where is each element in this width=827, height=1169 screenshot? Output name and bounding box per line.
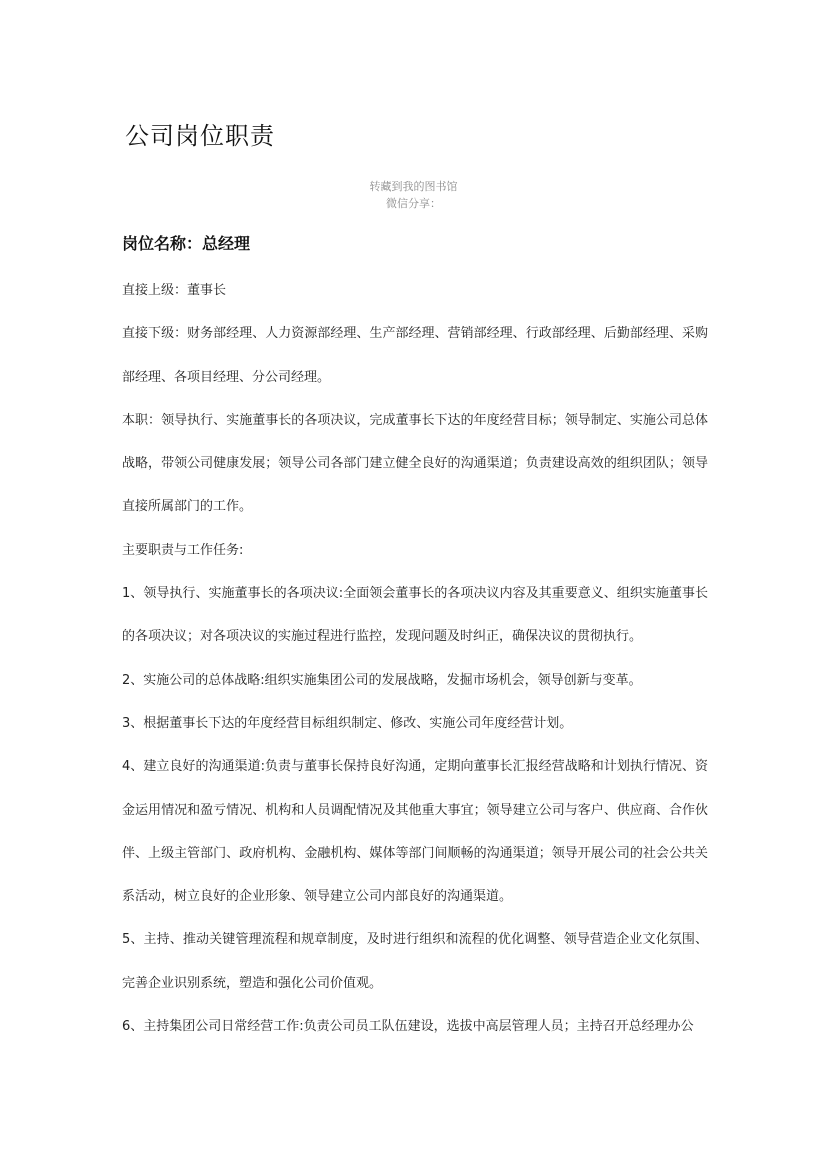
paragraph-item-5: 5、主持、推动关键管理流程和规章制度，及时进行组织和流程的优化调整、领导营造企业文化氛围、完善企业识别系统，塑造和强化公司价值观。 [122, 932, 708, 991]
share-links [0, 178, 827, 212]
document-title: 公司岗位职责 [125, 122, 275, 150]
paragraph-core-duty: 本职：领导执行、实施董事长的各项决议，完成董事长下达的年度经营目标；领导制定、实施公司总体战略，带领公司健康发展；领导公司各部门建立健全良好的沟通渠道；负责建设高效的组织团队；领导直接所属部门的工作。 [122, 412, 708, 515]
paragraph-item-6: 6、主持集团公司日常经营工作:负责公司员工队伍建设，选拔中高层管理人员；主持召开总经理办公 [122, 1019, 694, 1035]
save-to-library-link[interactable]: 转藏到我的图书馆 [369, 180, 458, 193]
paragraph-responsibilities-heading: 主要职责与工作任务: [122, 542, 244, 558]
paragraph-item-3: 3、根据董事长下达的年度经营目标组织制定、修改、实施公司年度经营计划。 [122, 715, 573, 731]
document-body [122, 269, 708, 1048]
paragraph-item-2: 2、实施公司的总体战略:组织实施集团公司的发展战略，发掘市场机会，领导创新与变革。 [122, 672, 642, 688]
wechat-share-link[interactable]: 微信分享： [386, 197, 441, 210]
paragraph-item-4: 4、建立良好的沟通渠道:负责与董事长保持良好沟通，定期向董事长汇报经营战略和计划执行情况、资金运用情况和盈亏情况、机构和人员调配情况及其他重大事宜；领导建立公司与客户、供应商、合作伙伴、上级主管部门、政府机构、金融机构、媒体等部门间顺畅的沟通渠道；领导开展公司的社会公共关系活动，树立良好的企业形象、领导建立公司内部良好的沟通渠道。 [122, 759, 708, 905]
paragraph-direct-subordinates: 直接下级：财务部经理、人力资源部经理、生产部经理、营销部经理、行政部经理、后勤部经理、采购部经理、各项目经理、分公司经理。 [122, 326, 708, 385]
section-heading: 岗位名称：总经理 [122, 234, 251, 253]
paragraph-direct-superior: 直接上级：董事长 [122, 283, 227, 298]
paragraph-item-1: 1、领导执行、实施董事长的各项决议:全面领会董事长的各项决议内容及其重要意义、组织实施董事长的各项决议；对各项决议的实施过程进行监控，发现问题及时纠正，确保决议的贯彻执行。 [122, 586, 708, 645]
